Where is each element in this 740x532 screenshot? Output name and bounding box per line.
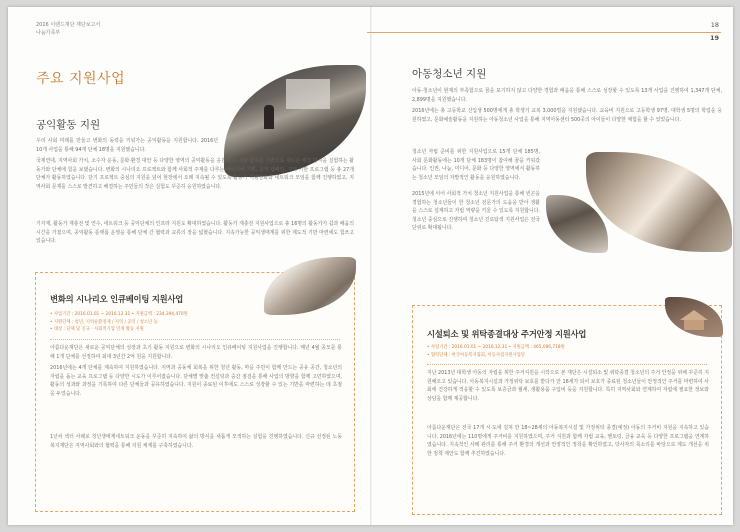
running-head-line1: 2016 이랜드재단 재단보고서 — [36, 22, 101, 28]
book-spread — [8, 7, 733, 525]
running-head — [36, 21, 100, 37]
housing-meta-row2: • 협력단체 : 한국아동복지협회, 아동자립지원사업단 — [427, 352, 525, 358]
header-rule — [367, 32, 721, 33]
civic-paragraph-1: 우리 사회 미래를 만들고 변화의 동력을 키워가는 공익활동을 지원합니다. 2016년 10개 사업을 통해 94개 단체 18명을 지원했습니다. — [36, 138, 218, 153]
housing-meta — [427, 344, 687, 359]
incubating-meta-row1: • 사업기간 : 2016.01.01 ~ 2016.12.31 • 지원금액 : 234,394,470원 — [50, 312, 188, 317]
housing-program-box — [412, 305, 722, 515]
page-number-left: 18 — [710, 21, 719, 29]
page-number-right: 19 — [709, 34, 719, 42]
house-body-shape — [684, 320, 704, 330]
incubating-meta-row3: • 대상 : 단체 및 신규 · 사회적기업 연계 활동 지원 — [50, 327, 144, 332]
civic-paragraph-2: 국제연대, 지역사회 가치, 소수자 운동, 문화·환경 대안 등 다양한 영역의 공익활동을 응원하고, 시민 참여를 기반으로 새로운 해결 방식을 실험하는 활동가와 단체에 힘을 보탰습니다. 변화의 시나리오 프로젝트와 함께 사회적 주제를 다루는 아이디어 기획, 공익 캠페인, 지역 기반 프로그램 등 총 27개 단체가 활동하였습니다. 단기 프로젝트 중심의 지원을 넘어 현장에서 오래 지속될 수 있도록 활동가 역량강화와 네트워크 모임을 함께 진행하였고, 지역사회 문제를 스스로 발견하고 해결하는 주민들의 작은 실험도 꾸준히 응원하였습니다. — [36, 158, 354, 190]
incubating-meta — [50, 311, 300, 334]
incubating-meta-row2: • 지원단체 : 청년, 지역순환경제 / 지역 / 공익 / 청소년 등 — [50, 319, 158, 325]
housing-paragraph-2: 아름다운재단은 전국 17개 시·도에 걸쳐 만 18~28세의 아동복지시설 및 가정위탁 종결(예정) 아동의 주거비 지원을 지속하고 있습니다. 2016년에는 110명에게 주거비를 지원하였으며, 주거 지원과 함께 자립 교육, 멘토링, 금융 교육 등 다양한 프로그램을 연계하였습니다. 지속적인 사례 관리를 통해 주거 환경의 개선과 안정적인 정착을 확인하였고, 당사자의 목소리를 바탕으로 제도 개선을 위한 정책 제안도 함께 추진하였습니다. — [427, 425, 709, 457]
housing-separator — [427, 364, 707, 365]
screen-shape — [286, 79, 330, 109]
housing-program-title: 시설퇴소 및 위탁종결대상 주거안정 지원사업 — [427, 329, 587, 339]
civic-activity-heading: 공익활동 지원 — [36, 119, 101, 131]
incubating-separator — [50, 339, 340, 340]
incubating-paragraph-1: 아름다운재단은 새로운 공익단체의 성장과 초기 활동 지원으로 변화의 시나리오 인큐베이팅 지원사업을 진행합니다. 매년 4월 공모를 통해 1개 단체를 선정하여 최대 3년간 2억 원을 지원합니다. — [50, 345, 342, 360]
incubating-program-title: 변화의 시나리오 인큐베이팅 지원사업 — [50, 294, 184, 304]
book-gutter — [370, 7, 372, 525]
civic-paragraph-3: 기자재, 활동가 재충전 및 연수, 네트워크 등 공익단체의 인프라 지원도 확대하였습니다. 활동가 재충전 지원사업으로 총 16명의 활동가가 쉼과 배움의 시간을 가졌으며, 공익활동 플랫폼 운영을 통해 단체 간 협력과 교류의 장을 넓혔습니다. 지속가능한 공익생태계를 위한 제도적 기반 마련에도 힘쓰고 있습니다. — [36, 221, 354, 245]
running-head-line2: 나눔가족부 — [36, 30, 61, 36]
photo-youth-classroom — [586, 152, 732, 252]
youth-paragraph-1: 아동·청소년이 현재의 부족함으로 꿈을 포기하지 않고 다양한 경험과 배움을 통해 스스로 성장할 수 있도록 13개 사업을 진행하여 1,347개 단체, 2,899명을 지원했습니다. — [412, 88, 722, 103]
housing-meta-row1: • 사업기간 : 2016.01.01 ~ 2016.12.31 • 지원금액 : 465,096,718원 — [427, 345, 565, 350]
section-title: 주요 지원사업 — [36, 71, 126, 87]
incubating-paragraph-2: 2016년에는 4개 단체를 계속하여 지원하였습니다. 지역과 공동체 회복을 위한 청년 활동, 마을 주민이 함께 만드는 공유 공간, 청소년의 자립을 돕는 교육 프로그램 등 다양한 시도가 이루어졌습니다. 단체별 맞춤 컨설팅과 중간 점검을 통해 사업의 방향을 함께 고민하였으며, 활동의 성과와 과정을 기록하여 다른 단체들과 공유하였습니다. 지원이 종료된 이후에도 스스로 성장할 수 있는 기반을 마련하는 데 초점을 두었습니다. — [50, 365, 342, 397]
house-roof-shape — [680, 310, 708, 320]
housing-paragraph-1: 지난 2013년 대학생 아동의 자립을 위한 주거지원을 시작으로 본 재단은 시설퇴소 및 위탁종결 청소년의 주거 안정을 위해 꾸준히 지원해오고 있습니다. 아동복지시설과 가정위탁 보호를 받다가 만 18세가 되어 보호가 종료된 청소년들이 안정적인 주거를 마련하여 사회에 건강하게 적응할 수 있도록 보증금과 월세, 생활용품 구입비 등을 지원합니다. 특히 지역사회와 연계하여 자립에 필요한 정보와 상담을 함께 제공합니다. — [427, 370, 709, 402]
speaker-shape — [264, 105, 274, 129]
youth-paragraph-2: 2016년에는 총 고등학교 신입생 500명에게 총 학생기 교복 3,000벌을 지원했습니다. 교육비 지원으로 고등학생 97명, 대학생 5명의 학업을 응원하였고, 문화예술활동을 지원하는 아동청소년 사업을 통해 지역아동센터 500곳의 아이들이 다양한 체험을 할 수 있었습니다. — [412, 108, 722, 123]
youth-paragraph-3: 청소년 자립 준비를 위한 지원사업으로 15개 단체 185명, 사회 문화활동에는 10개 단체 183명이 참여해 꿈을 키워갔습니다. 인권, 나눔, 미디어, 문화 등 다양한 영역에서 활동하는 청소년 모임의 자발적인 활동을 응원하였습니다. — [412, 149, 540, 181]
youth-support-heading: 아동청소년 지원 — [412, 68, 487, 80]
youth-paragraph-4: 2015년에 이어 사회적 가치 청소년 지원사업을 통해 빈곤을 경험하는 청소년들이 한 청소년 전문가의 도움을 받아 생활을 스스로 설계하고 자립 역량을 키울 수 있도록 지원합니다. 청소년 중심으로 진행하며 청소년 진로탐색 지원사업은 전국 단위로 확대됩니다. — [412, 191, 540, 232]
incubating-paragraph-3: 1년차 섹터 사례로 청년생태계네트워크 운동을 꾸준히 지속하여 삶의 방식을 새롭게 모색하는 실험을 진행하였습니다. 신규 선정된 노동복지재단은 지역사회와의 협력을 통해 지원 체계를 구축하였습니다. — [50, 434, 342, 449]
